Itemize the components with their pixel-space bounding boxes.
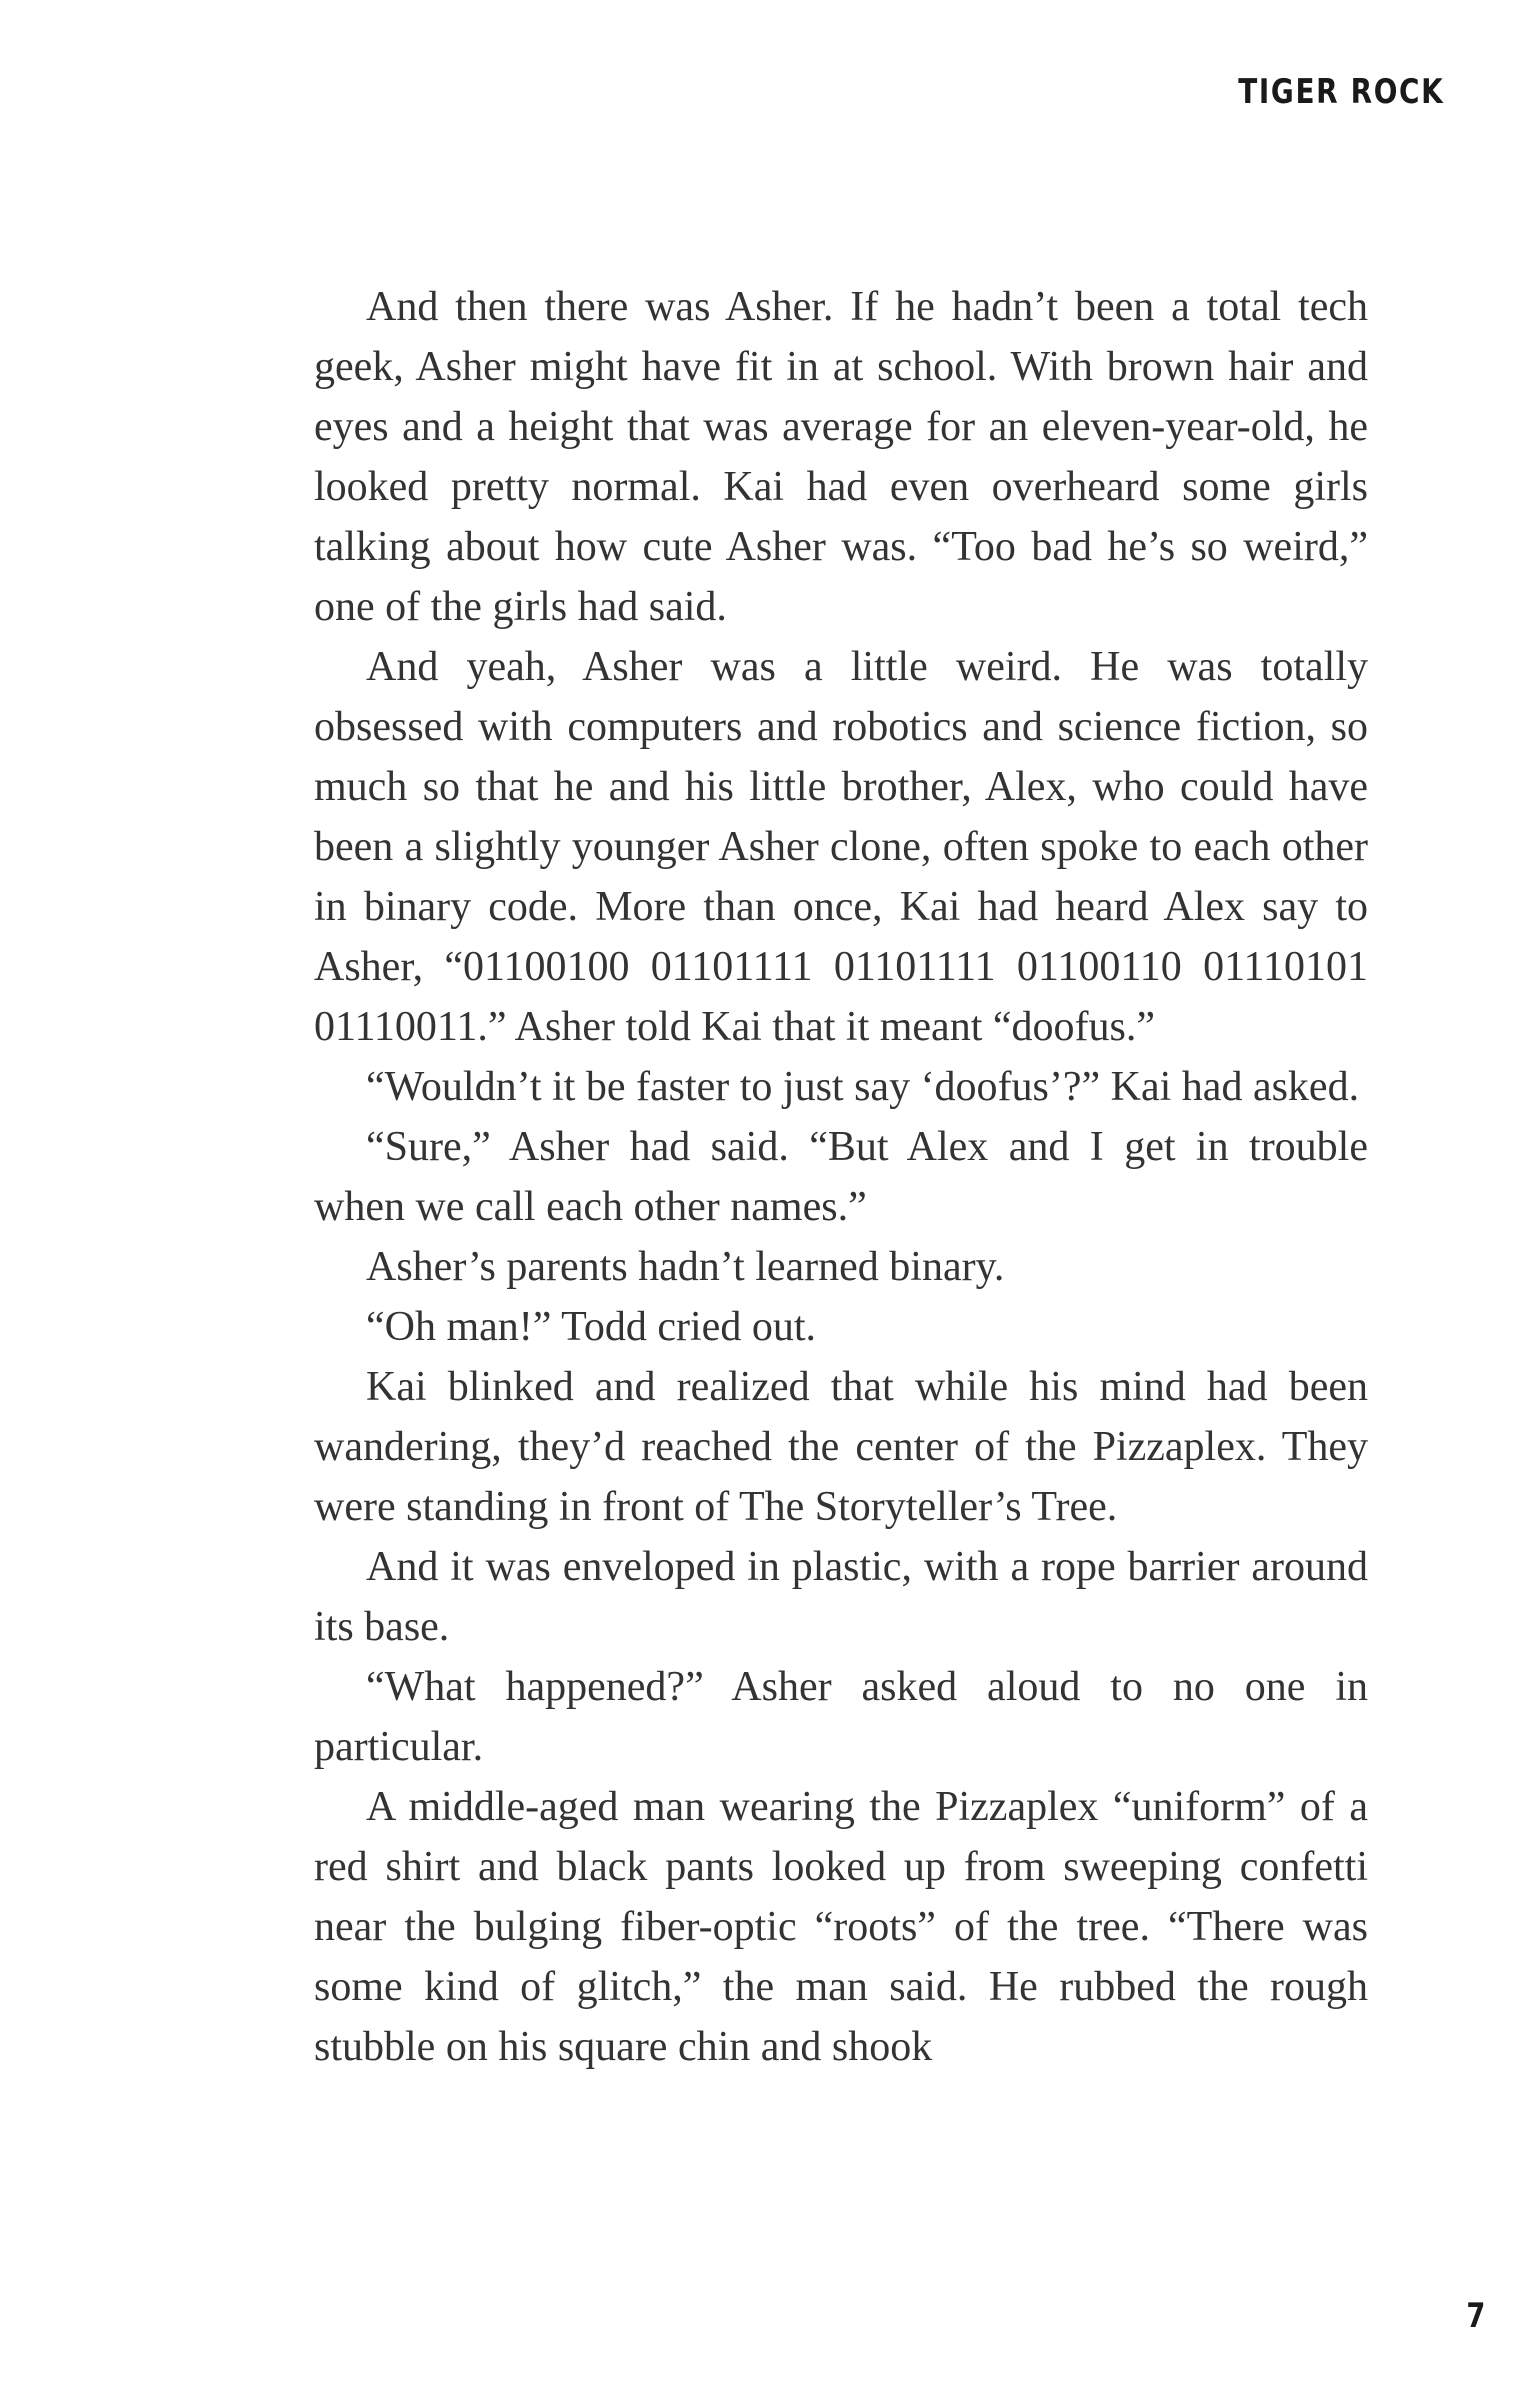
running-header: TIGER ROCK (1237, 72, 1444, 112)
page-number: 7 (1466, 2296, 1486, 2336)
paragraph: “Oh man!” Todd cried out. (366, 1304, 816, 1350)
paragraph: Kai blinked and realized that while his mind had been wandering, they’d reached the center of the Pizzaplex. They were standing in front of The Storyteller’s Tree. (314, 1364, 1368, 1530)
paragraph: “Sure,” Asher had said. “But Alex and I get in trouble when we call each other names.” (314, 1124, 1368, 1230)
paragraph: And it was enveloped in plastic, with a rope barrier around its base. (314, 1544, 1368, 1650)
paragraph: And yeah, Asher was a little weird. He was totally obsessed with computers and robotics and science fiction, so much so that he and his little brother, Alex, who could have been a slightly younger Asher clone, often spoke to each other in binary code. More than once, Kai had heard Alex say to Asher, “01100100 01101111 01101111 01100110 01110101 01110011.” Asher told Kai that it meant “doofus.” (314, 644, 1368, 1050)
paragraph: “Wouldn’t it be faster to just say ‘doofus’?” Kai had asked. (366, 1064, 1360, 1110)
paragraph: “What happened?” Asher asked aloud to no one in particular. (314, 1664, 1368, 1770)
paragraph: A middle-aged man wearing the Pizzaplex “uniform” of a red shirt and black pants looked up from sweeping confetti near the bulging fiber-optic “roots” of the tree. “There was some kind of glitch,” the man said. He rubbed the rough stubble on his square chin and shook (314, 1784, 1368, 2070)
body-text (314, 277, 1368, 2077)
paragraph: Asher’s parents hadn’t learned binary. (366, 1244, 1005, 1290)
paragraph: And then there was Asher. If he hadn’t been a total tech geek, Asher might have fit in at school. With brown hair and eyes and a height that was average for an eleven-year-old, he looked pretty normal. Kai had even overheard some girls talking about how cute Asher was. “Too bad he’s so weird,” one of the girls had said. (314, 284, 1368, 630)
